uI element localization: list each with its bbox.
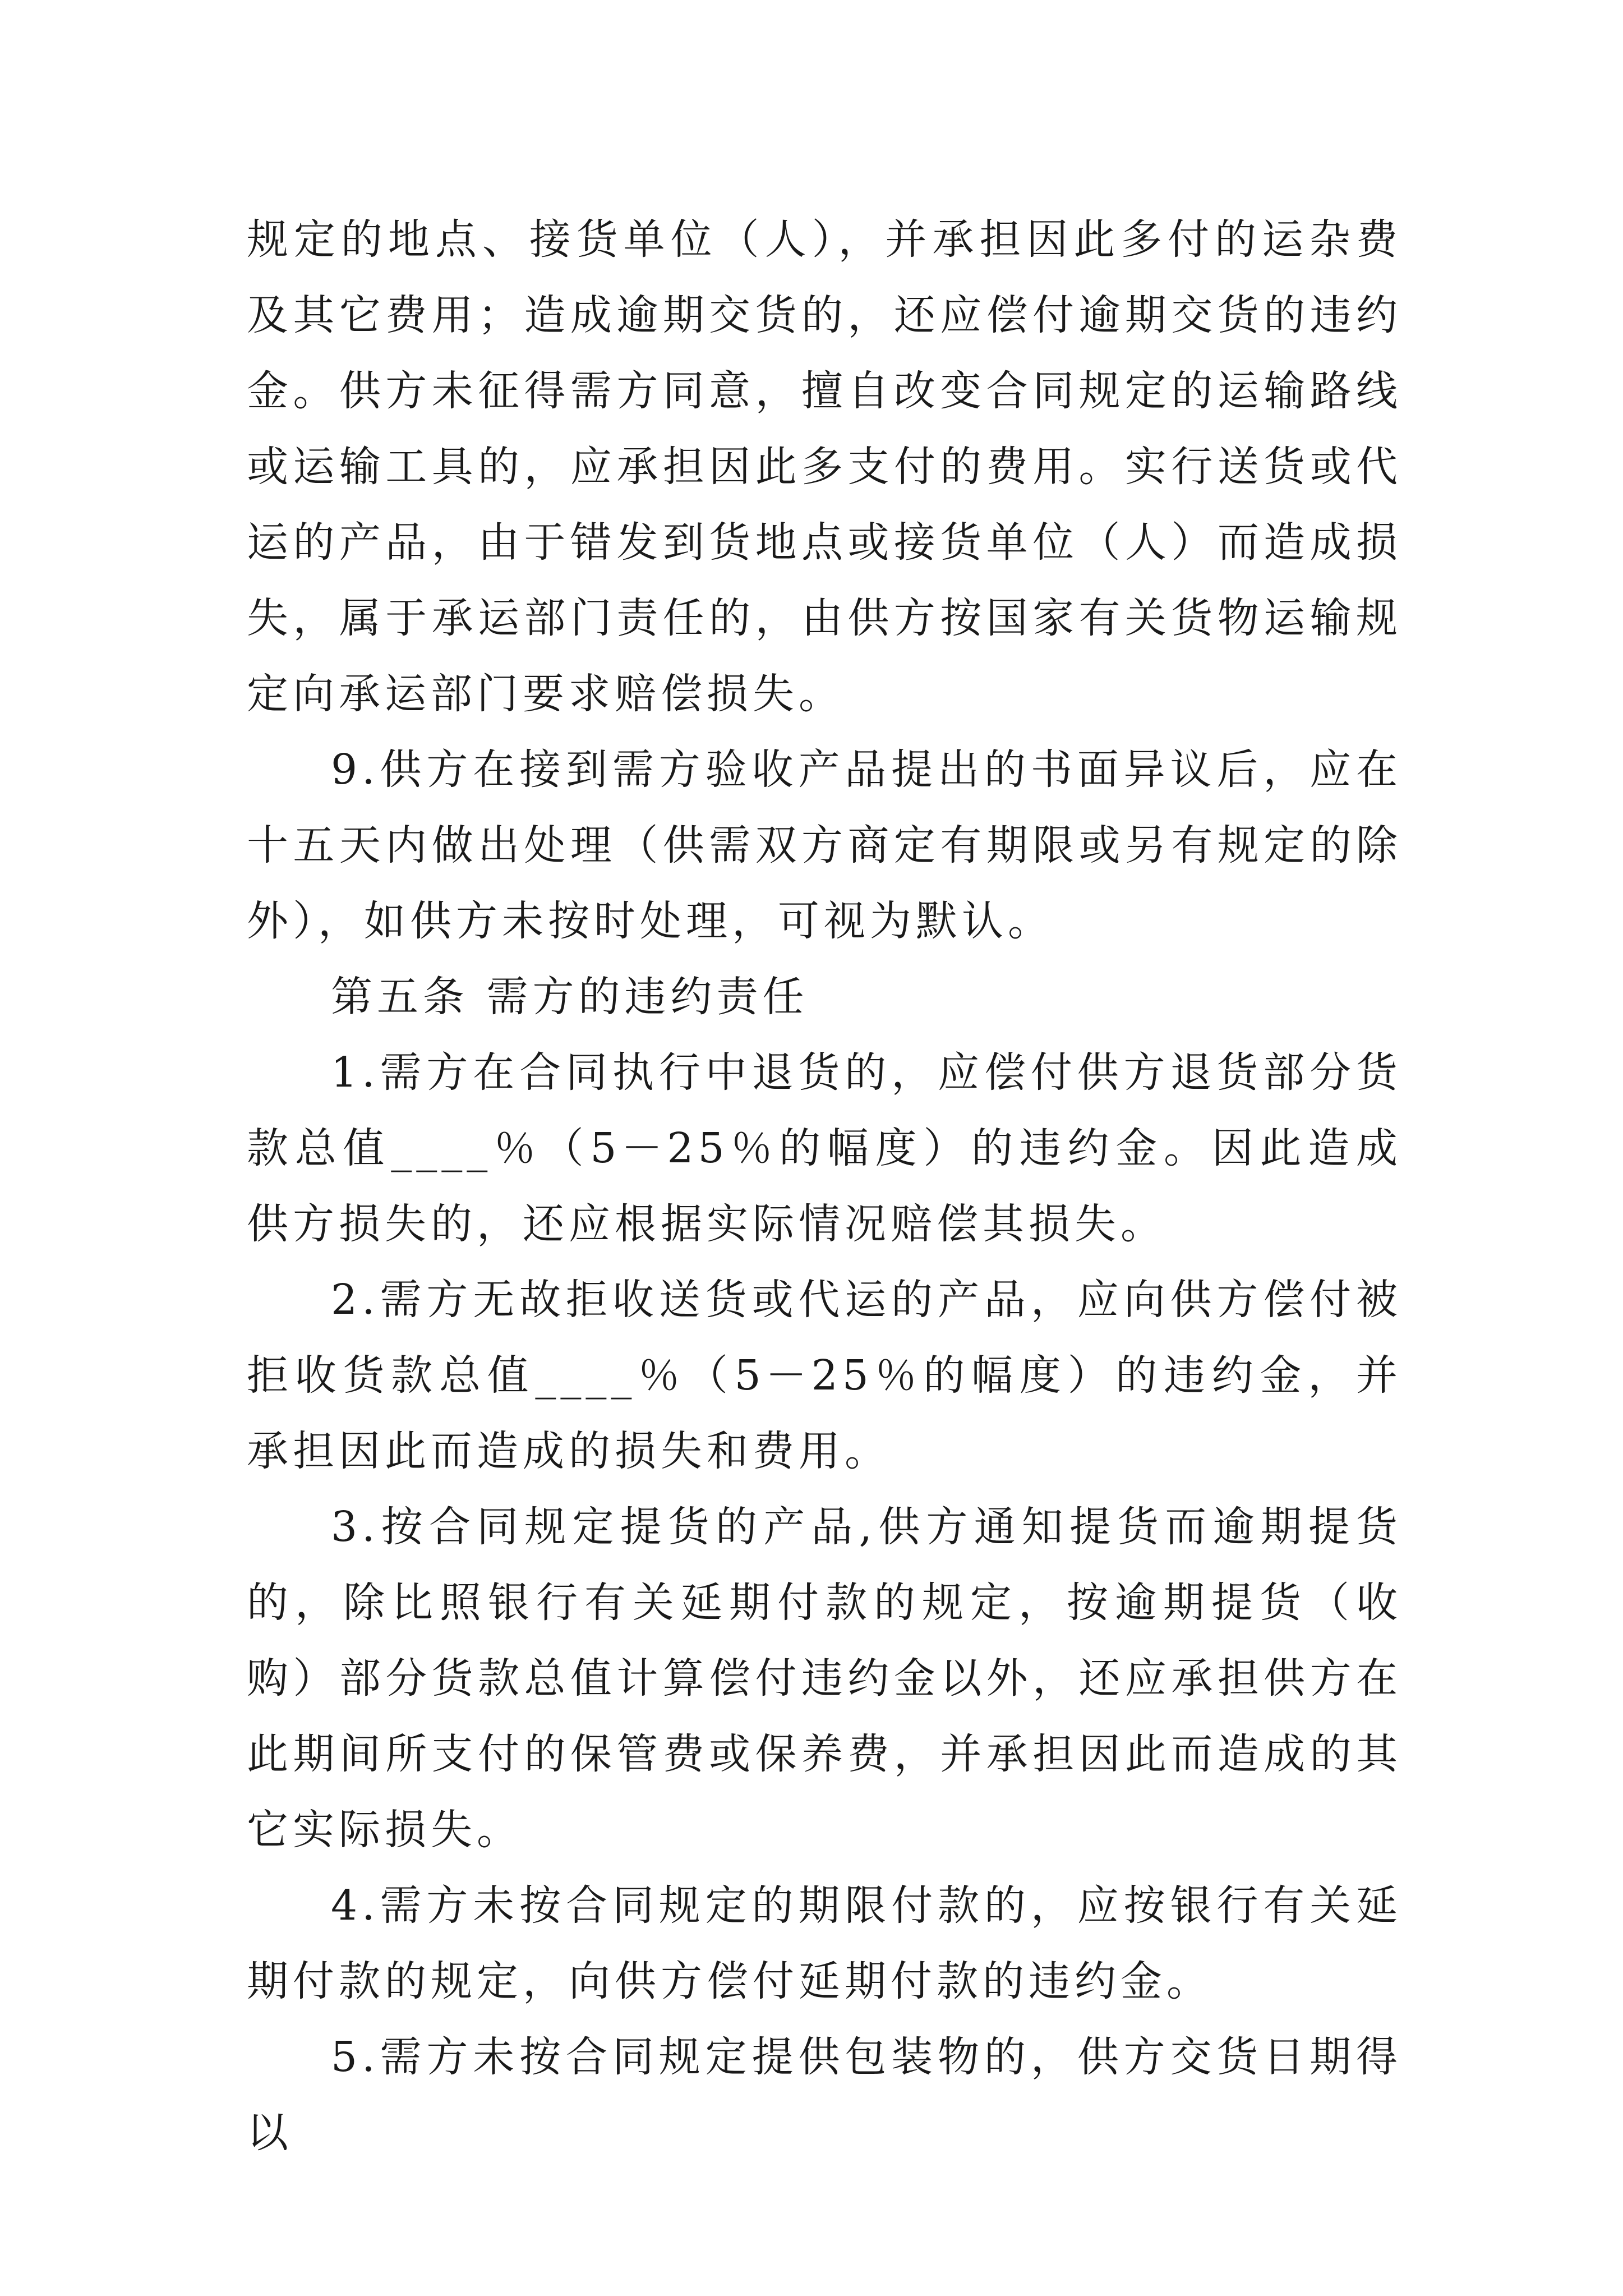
paragraph-clause-2: 2.需方无故拒收送货或代运的产品，应向供方偿付被拒收货款总值____％（5－25％的幅度）的违约金，并承担因此而造成的损失和费用。 xyxy=(247,1276,1402,1475)
section-heading-article-5: 第五条 需方的违约责任 xyxy=(331,973,809,1021)
paragraph-clause-5: 5.需方未按合同规定提供包装物的，供方交货日期得以 xyxy=(247,2033,1402,2157)
paragraph-clause-3: 3.按合同规定提货的产品,供方通知提货而逾期提货的，除比照银行有关延期付款的规定，按逾期提货（收购）部分货款总值计算偿付违约金以外，还应承担供方在此期间所支付的保管费或保养费，并承担因此而造成的其它实际损失。 xyxy=(247,1503,1402,1854)
paragraph-clause-4: 4.需方未按合同规定的期限付款的，应按银行有关延期付款的规定，向供方偿付延期付款的违约金。 xyxy=(247,1881,1402,2005)
paragraph-clause-9: 9.供方在接到需方验收产品提出的书面异议后，应在十五天内做出处理（供需双方商定有期限或另有规定的除外），如供方未按时处理，可视为默认。 xyxy=(247,746,1402,945)
paragraph-continuation: 规定的地点、接货单位（人），并承担因此多付的运杂费及其它费用；造成逾期交货的，还应偿付逾期交货的违约金。供方未征得需方同意，擅自改变合同规定的运输路线或运输工具的，应承担因此多支付的费用。实行送货或代运的产品，由于错发到货地点或接货单位（人）而造成损失，属于承运部门责任的，由供方按国家有关货物运输规定向承运部门要求赔偿损失。 xyxy=(247,215,1402,718)
paragraph-clause-1: 1.需方在合同执行中退货的，应偿付供方退货部分货款总值____％（5－25％的幅度）的违约金。因此造成供方损失的，还应根据实际情况赔偿其损失。 xyxy=(247,1048,1402,1248)
document-body xyxy=(247,202,1402,2171)
